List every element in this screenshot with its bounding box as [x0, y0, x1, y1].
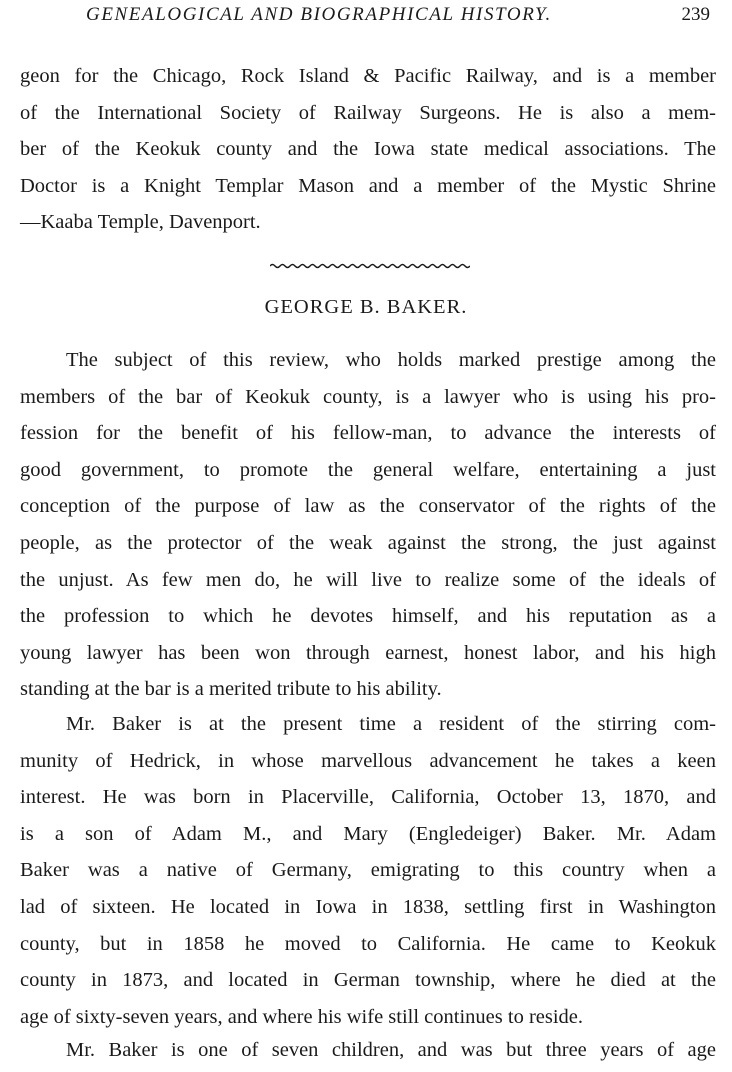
- paragraph-continued: [20, 1032, 716, 1069]
- paragraph-family-background: [20, 706, 716, 1035]
- text-line: conception of the purpose of law as the conservator of the rights of the: [20, 495, 716, 518]
- paragraph-previous-biography: [20, 58, 716, 241]
- text-line: Mr. Baker is at the present time a resident of the stirring com-: [66, 713, 716, 735]
- page-number: 239: [681, 4, 710, 25]
- section-divider-ornament: [270, 262, 470, 270]
- text-line: age of sixty-seven years, and where his wife still continues to reside.: [20, 1005, 584, 1028]
- text-line: munity of Hedrick, in whose marvellous advancement he takes a keen: [20, 749, 716, 772]
- text-line: ber of the Keokuk county and the Iowa state medical associations. The: [20, 138, 716, 161]
- text-line: members of the bar of Keokuk county, is a lawyer who is using his pro-: [20, 385, 716, 408]
- text-line: standing at the bar is a merited tribute to his ability.: [20, 678, 442, 701]
- text-line: people, as the protector of the weak against the strong, the just against: [20, 531, 716, 554]
- text-line: good government, to promote the general welfare, entertaining a just: [20, 458, 716, 481]
- text-line: Mr. Baker is one of seven children, and was but three years of age: [66, 1039, 716, 1061]
- text-line: lad of sixteen. He located in Iowa in 1838, settling first in Washington: [20, 895, 716, 918]
- text-line: county in 1873, and located in German township, where he died at the: [20, 969, 716, 992]
- text-line: young lawyer has been won through earnest, honest labor, and his high: [20, 641, 716, 664]
- text-line: Doctor is a Knight Templar Mason and a member of the Mystic Shrine: [20, 174, 716, 197]
- paragraph-introduction: [20, 342, 716, 708]
- section-heading: GEORGE B. BAKER.: [264, 296, 468, 318]
- text-line: the profession to which he devotes himself, and his reputation as a: [20, 605, 716, 628]
- text-line: is a son of Adam M., and Mary (Engledeiger) Baker. Mr. Adam: [20, 822, 716, 845]
- text-line: fession for the benefit of his fellow-man, to advance the interests of: [20, 422, 716, 445]
- text-line: The subject of this review, who holds marked prestige among the: [66, 349, 716, 371]
- text-line: interest. He was born in Placerville, California, October 13, 1870, and: [20, 786, 716, 809]
- text-line: the unjust. As few men do, he will live to realize some of the ideals of: [20, 568, 716, 591]
- text-line: Baker was a native of Germany, emigrating to this country when a: [20, 859, 716, 882]
- text-line: of the International Society of Railway Surgeons. He is also a mem-: [20, 101, 716, 124]
- text-line: geon for the Chicago, Rock Island & Pacific Railway, and is a member: [20, 65, 716, 87]
- running-title: GENEALOGICAL AND BIOGRAPHICAL HISTORY.: [86, 4, 552, 25]
- page-header: [0, 4, 732, 30]
- text-line: county, but in 1858 he moved to California. He came to Keokuk: [20, 932, 716, 955]
- text-line: —Kaaba Temple, Davenport.: [20, 211, 261, 234]
